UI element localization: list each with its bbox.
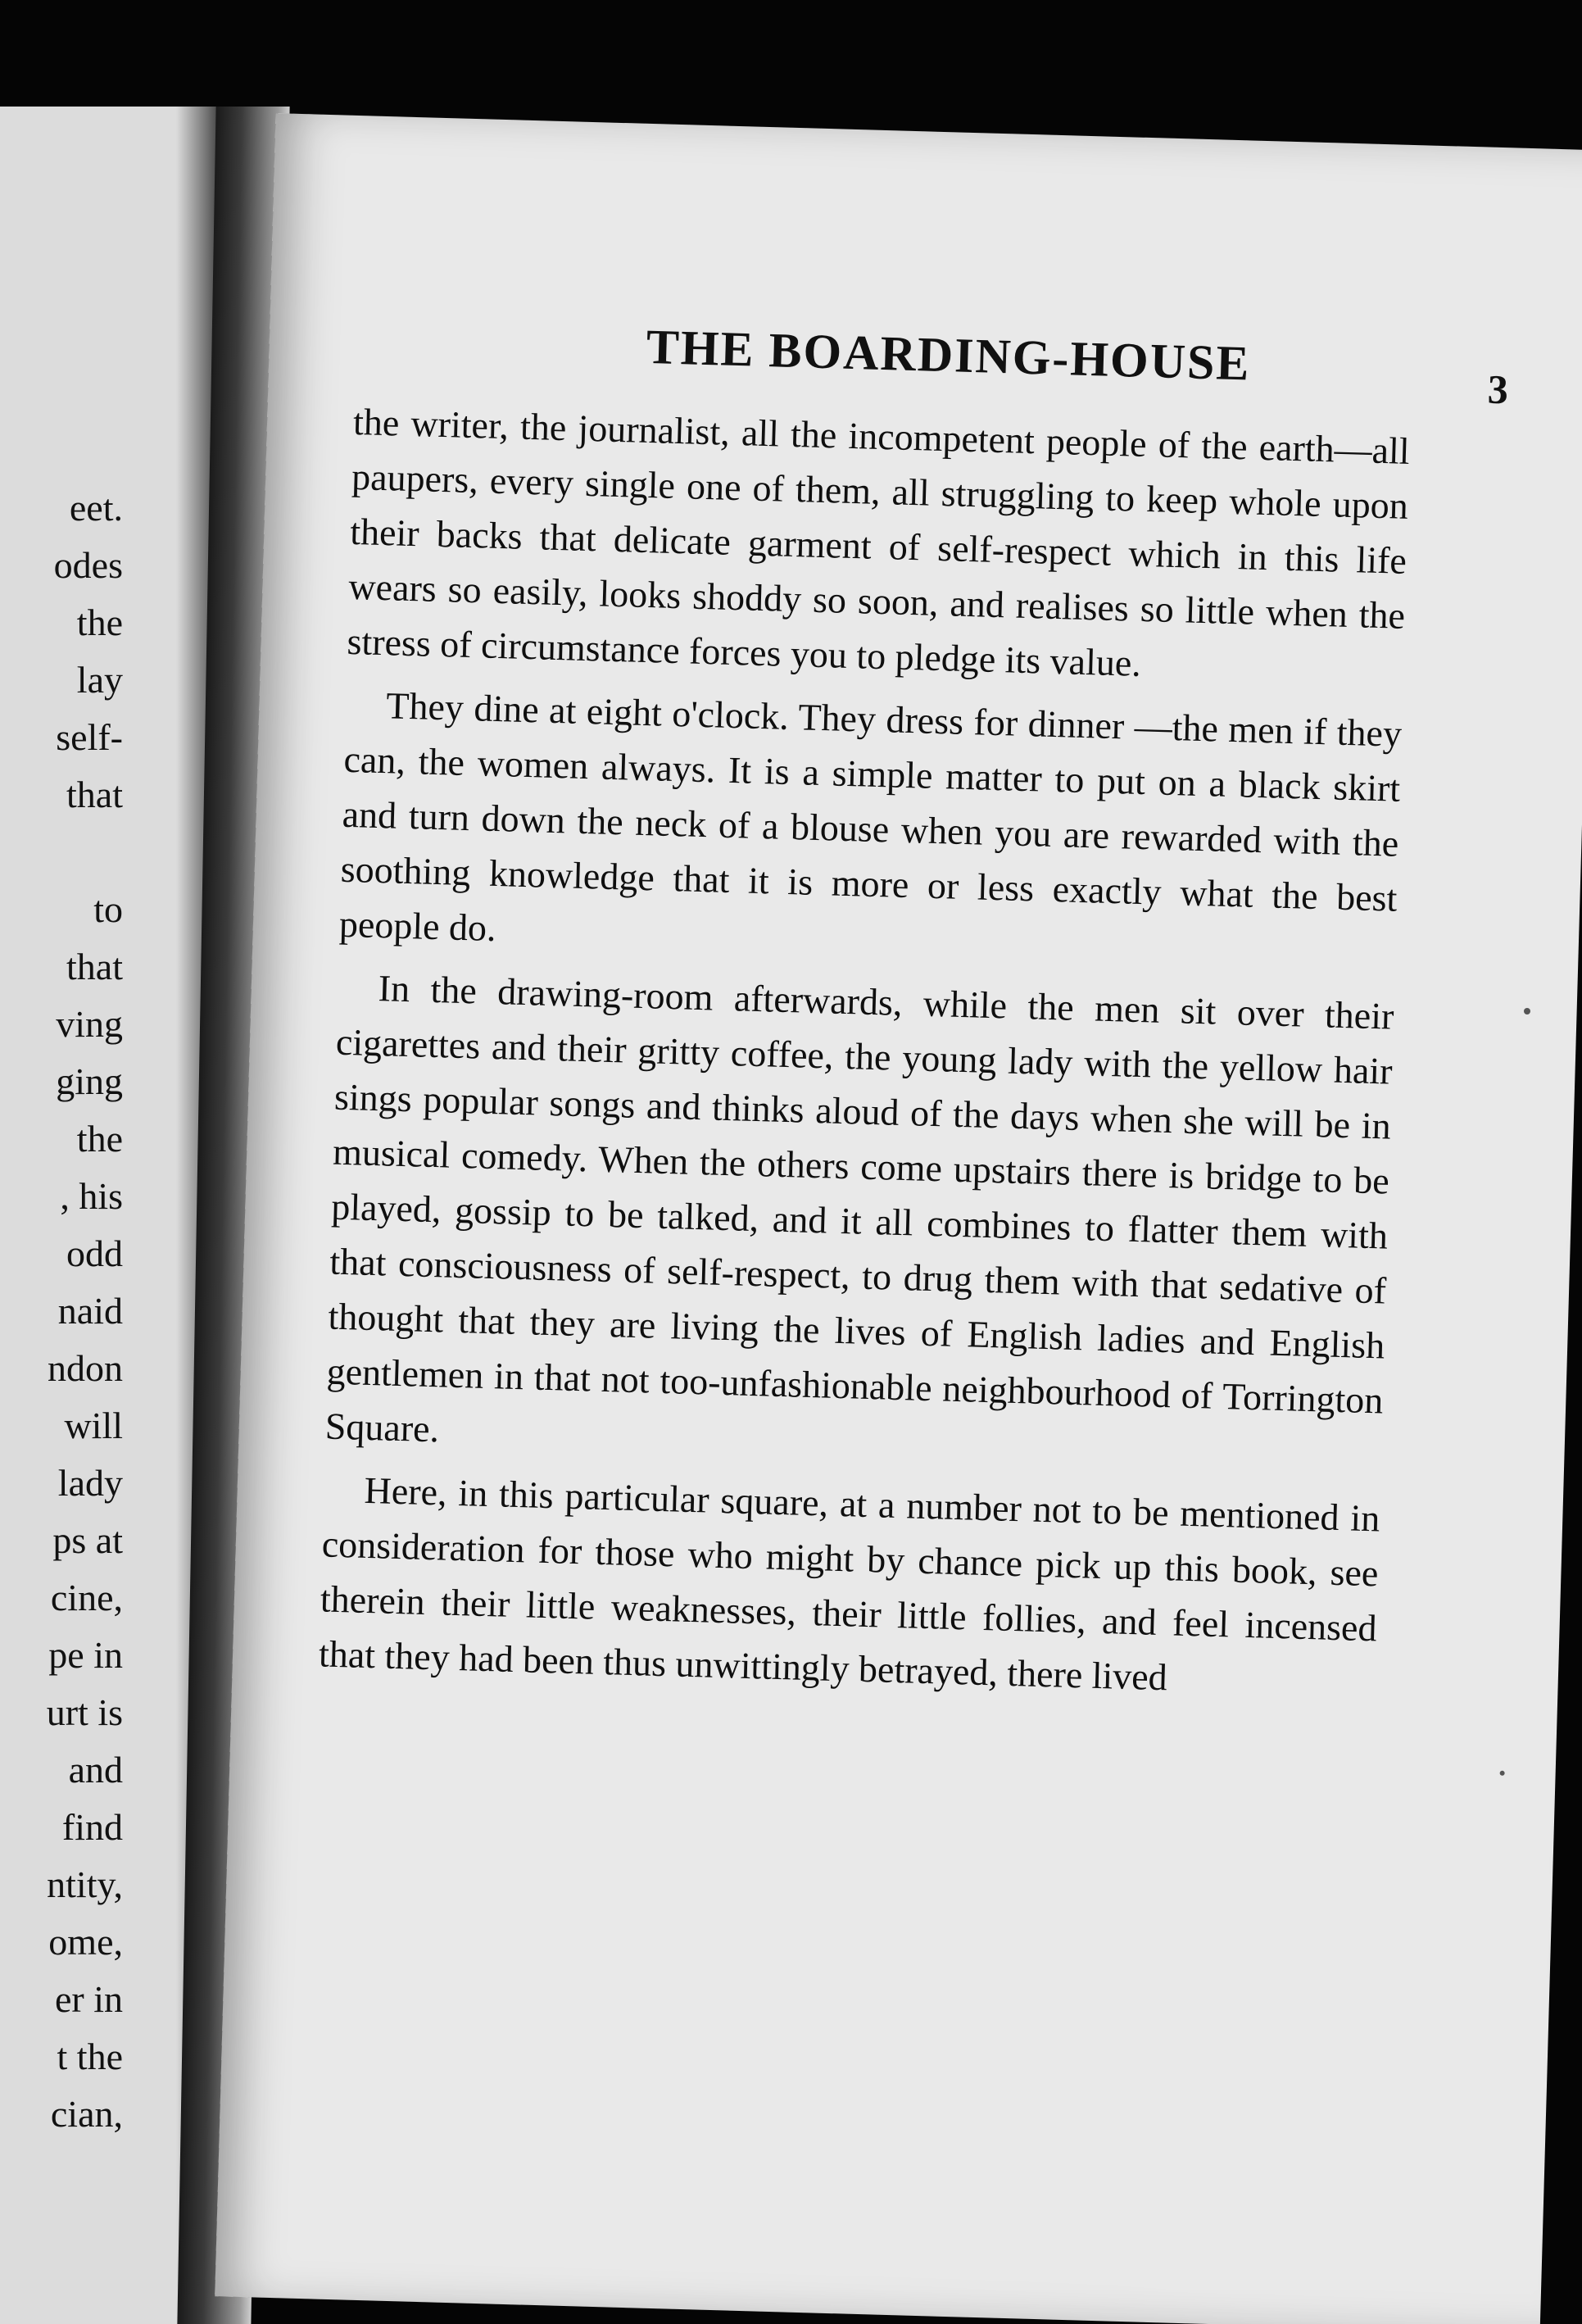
left-line: and bbox=[68, 1749, 123, 1791]
paragraph: the writer, the journalist, all the incompetent people of the earth—all paupers, every single one of them, all struggling to keep whole upon their backs that delicate garment of self-respect which in this life wears so easily, looks shoddy so soon, and realises so little when the stress of circumstance forces you to pledge its value. bbox=[346, 400, 1411, 684]
page-number: 3 bbox=[1487, 365, 1509, 413]
left-line: lay bbox=[76, 659, 123, 701]
left-page-text-fragments bbox=[0, 479, 123, 2143]
scan-speck bbox=[1524, 1008, 1530, 1014]
left-line: cian, bbox=[50, 2093, 123, 2135]
left-line: the bbox=[76, 1118, 123, 1160]
left-line: that bbox=[66, 774, 123, 815]
left-line: t the bbox=[57, 2036, 123, 2077]
left-line: pe in bbox=[48, 1634, 123, 1676]
paragraph: In the drawing-room afterwards, while the men sit over their cigarettes and their gritty coffee, the young lady with the yellow hair sings popular songs and thinks aloud of the days when she will be in musical comedy. When the others come upstairs there is bridge to be played, gossip to be talked, and it all combines to flatter them with that consciousness of self-respect, to drug them with that sedative of thought that they are living the lives of English ladies and English gentlemen in that not too-unfashionable neighbourhood of Torrington Square. bbox=[324, 967, 1395, 1450]
left-line: cine, bbox=[50, 1577, 123, 1618]
left-line: naid bbox=[57, 1290, 123, 1332]
paragraph: Here, in this particular square, at a number not to be mentioned in consideration for those who might by chance pick up this book, see therein their little weaknesses, their little follies, and feel incensed that they had been thus unwittingly betrayed, there lived bbox=[318, 1468, 1380, 1699]
running-head: THE BOARDING-HOUSE bbox=[646, 319, 1252, 391]
left-line: er in bbox=[54, 1978, 123, 2020]
left-line: ndon bbox=[48, 1347, 123, 1389]
left-line: ving bbox=[56, 1003, 123, 1045]
left-line: ntity, bbox=[47, 1863, 123, 1905]
left-line: urt is bbox=[46, 1691, 123, 1733]
paragraph: They dine at eight o'clock. They dress for dinner —the men if they can, the women always. It is a simple matter to put on a black skirt and turn down the neck of a blouse when you are rewarded with the soothing knowledge that it is more or less exactly what the best people do. bbox=[338, 684, 1403, 950]
scan-speck bbox=[1500, 1771, 1505, 1776]
left-line: that bbox=[66, 946, 123, 987]
left-line: will bbox=[64, 1405, 123, 1446]
body-text bbox=[318, 394, 1411, 1718]
left-line: ging bbox=[56, 1060, 123, 1102]
left-line: , his bbox=[60, 1175, 123, 1217]
left-line: odes bbox=[53, 544, 123, 586]
left-line: odd bbox=[66, 1232, 123, 1274]
left-line: ome, bbox=[48, 1921, 123, 1963]
left-line: self- bbox=[56, 716, 123, 758]
left-line: eet. bbox=[69, 487, 123, 529]
left-line: to bbox=[93, 888, 123, 930]
left-facing-page bbox=[0, 107, 205, 2324]
left-line: find bbox=[61, 1806, 123, 1848]
right-page bbox=[215, 113, 1582, 2324]
left-line: ps at bbox=[52, 1519, 123, 1561]
left-line: the bbox=[76, 601, 123, 643]
left-line: lady bbox=[57, 1462, 123, 1504]
left-line-gap bbox=[0, 824, 123, 881]
